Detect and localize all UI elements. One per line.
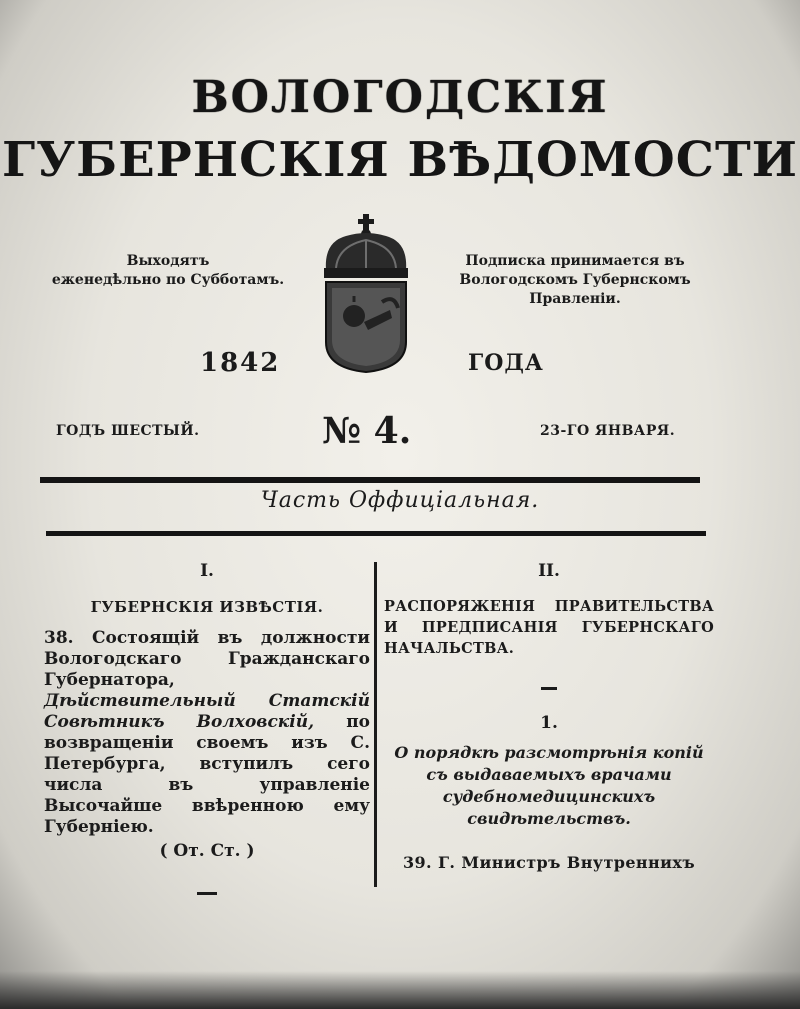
paragraph-start: 39. Г. Министръ Внутреннихъ [402, 853, 696, 872]
subscription-note-line: Подписка принимается въ [465, 253, 685, 269]
year-word: ГОДА [468, 350, 544, 376]
left-column [44, 560, 370, 895]
masthead-title-line1: ВОЛОГОДСКІЯ [191, 72, 609, 123]
publish-note-line: еженедѣльно по Субботамъ. [51, 272, 285, 288]
publish-note [48, 252, 288, 290]
coat-of-arms-icon [320, 212, 412, 376]
subscription-note-line: Правленіи. [529, 291, 621, 307]
article-text-start: 38. Состоящій въ должности Вологодскаго Гражданскаго Губернатора, [44, 628, 370, 690]
top-rule [40, 477, 700, 483]
section-heading: РАСПОРЯЖЕНІЯ ПРАВИТЕЛЬСТВА И ПРЕДПИСАНІЯ ГУБЕРНСКАГО НАЧАЛЬСТВА. [384, 598, 714, 657]
masthead-title-line2: ГУБЕРНСКІЯ ВѢДОМОСТИ [1, 132, 799, 188]
section-heading: ГУБЕРНСКІЯ ИЗВѢСТІЯ. [90, 598, 324, 616]
section-number: I. [200, 561, 214, 581]
subsection-title: О порядкѣ разсмотрѣнія копій съ выдаваемыхъ врачами судебномедицинскихъ свидѣтельствъ. [394, 743, 704, 828]
section-number: II. [538, 561, 560, 581]
article-text-italic: Дѣйствительный Статскій Совѣтникъ Волховскій, [44, 691, 370, 732]
article-text-end: по возвращеніи своемъ изъ С. Петербурга, вступилъ сего числа въ управленіе Высочайше ввѣренною ему Губерніею. [44, 712, 370, 837]
issue-date: 23-ГО ЯНВАРЯ. [540, 423, 676, 439]
column-divider [374, 562, 377, 887]
volume-label: ГОДЪ ШЕСТЫЙ. [56, 423, 200, 439]
year: 1842 [200, 348, 281, 378]
column-end-mark [197, 892, 217, 895]
subscription-note [455, 252, 695, 309]
article-signature: ( От. Ст. ) [159, 841, 255, 861]
subscription-note-line: Вологодскомъ Губернскомъ [459, 272, 691, 288]
article-text [44, 628, 370, 838]
section-title: Часть Оффиціальная. [260, 488, 540, 513]
issue-number: № 4. [322, 410, 412, 452]
bottom-rule [46, 531, 706, 536]
separator-mark [541, 687, 557, 690]
subsection-number: 1. [540, 713, 558, 733]
publish-note-line: Выходятъ [126, 253, 210, 269]
right-column [384, 560, 714, 874]
